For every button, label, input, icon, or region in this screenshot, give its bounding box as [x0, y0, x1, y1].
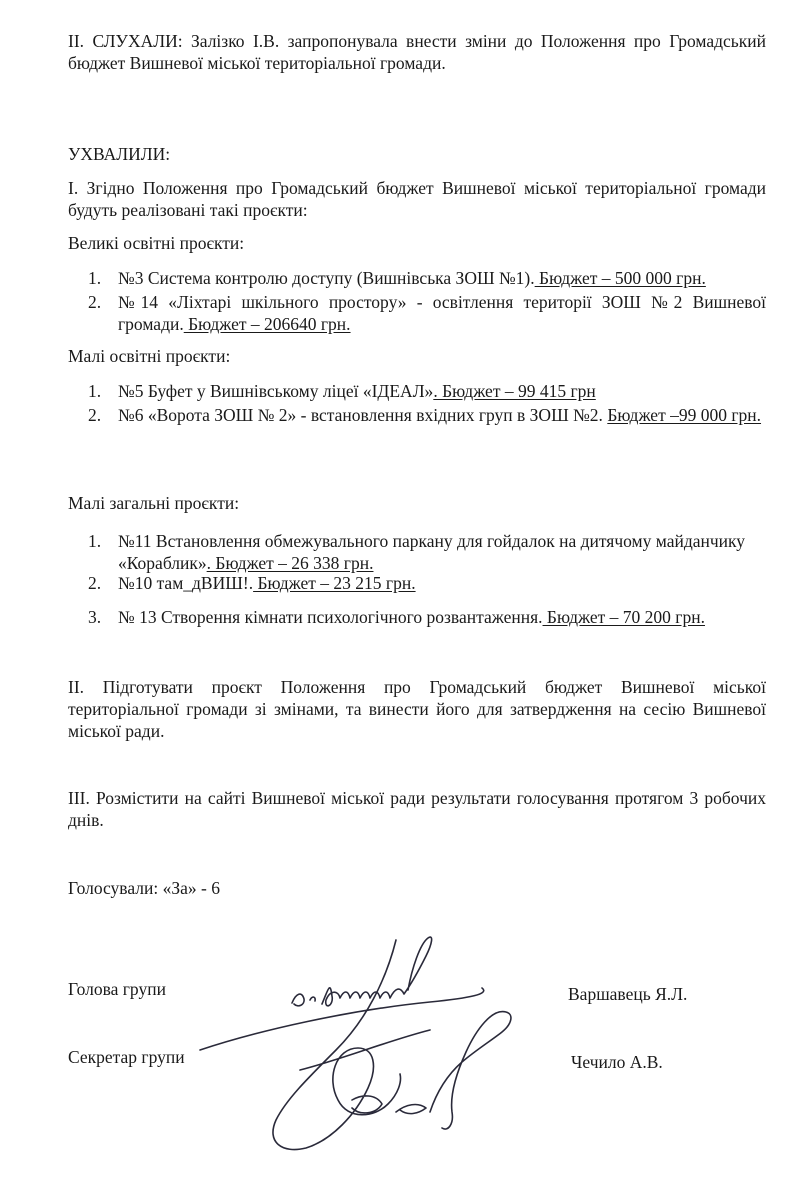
list-number: 3. — [88, 607, 102, 627]
list-number: 1. — [88, 268, 102, 288]
head-signature — [200, 937, 484, 1050]
project-budget: Бюджет – 500 000 грн. — [534, 268, 706, 288]
small-edu-title: Малі освітні проєкти: — [68, 346, 231, 366]
project-text: №6 «Ворота ЗОШ № 2» - встановлення вхідних груп в ЗОШ №2. — [118, 405, 608, 425]
project-budget: Бюджет – 206640 грн. — [183, 314, 351, 334]
list-number: 2. — [88, 405, 102, 425]
secretary-signature — [273, 940, 511, 1150]
project-budget: Бюджет – 23 215 грн. — [253, 573, 416, 593]
secretary-label: Секретар групи — [68, 1047, 185, 1067]
list-number: 2. — [88, 573, 102, 593]
project-budget: . Бюджет – 26 338 грн. — [206, 553, 374, 573]
vote-result: Голосували: «За» - 6 — [68, 878, 220, 898]
head-name: Варшавець Я.Л. — [568, 984, 688, 1004]
head-label: Голова групи — [68, 979, 166, 999]
project-text: № 13 Створення кімнати психологічного розвантаження. — [118, 607, 543, 627]
large-edu-title: Великі освітні проєкти: — [68, 233, 245, 253]
list-number: 1. — [88, 381, 102, 401]
project-text: №5 Буфет у Вишнівському ліцеї «ІДЕАЛ» — [118, 381, 434, 401]
project-text: №14 «Ліхтарі шкільного простору» - освітлення території ЗОШ №2 Вишневої громади. — [118, 292, 766, 334]
project-text: №11 Встановлення обмежувального паркану для гойдалок на дитячому майданчику «Кораблик» — [118, 531, 746, 573]
resolved-heading: УХВАЛИЛИ: — [68, 144, 171, 164]
heard-paragraph: ІІ. СЛУХАЛИ: Залізко І.В. запропонувала внести зміни до Положення про Громадський бюджет Вишневої міської територіальної громади. — [68, 31, 766, 73]
list-number: 1. — [88, 531, 102, 551]
list-number: 2. — [88, 292, 102, 312]
secretary-name: Чечило А.В. — [571, 1052, 663, 1072]
small-general-title: Малі загальні проєкти: — [68, 493, 240, 513]
project-text: №3 Система контролю доступу (Вишнівська ЗОШ №1). — [118, 268, 535, 288]
resolved-point-2: ІІ. Підготувати проєкт Положення про Громадський бюджет Вишневої міської територіальної громади зі змінами, та винести його для затвердження на сесію Вишневої міської ради. — [68, 677, 766, 741]
project-budget: Бюджет – 70 200 грн. — [542, 607, 705, 627]
project-text: №10 там_дВИШ!. — [118, 573, 254, 593]
resolved-point-3: ІІІ. Розмістити на сайті Вишневої міської ради результати голосування протягом 3 робочих днів. — [68, 788, 766, 830]
resolved-point-1: І. Згідно Положення про Громадський бюджет Вишневої міської територіальної громади будуть реалізовані такі проєкти: — [68, 178, 766, 220]
project-budget: . Бюджет – 99 415 грн — [433, 381, 596, 401]
project-budget: Бюджет –99 000 грн. — [607, 405, 762, 425]
